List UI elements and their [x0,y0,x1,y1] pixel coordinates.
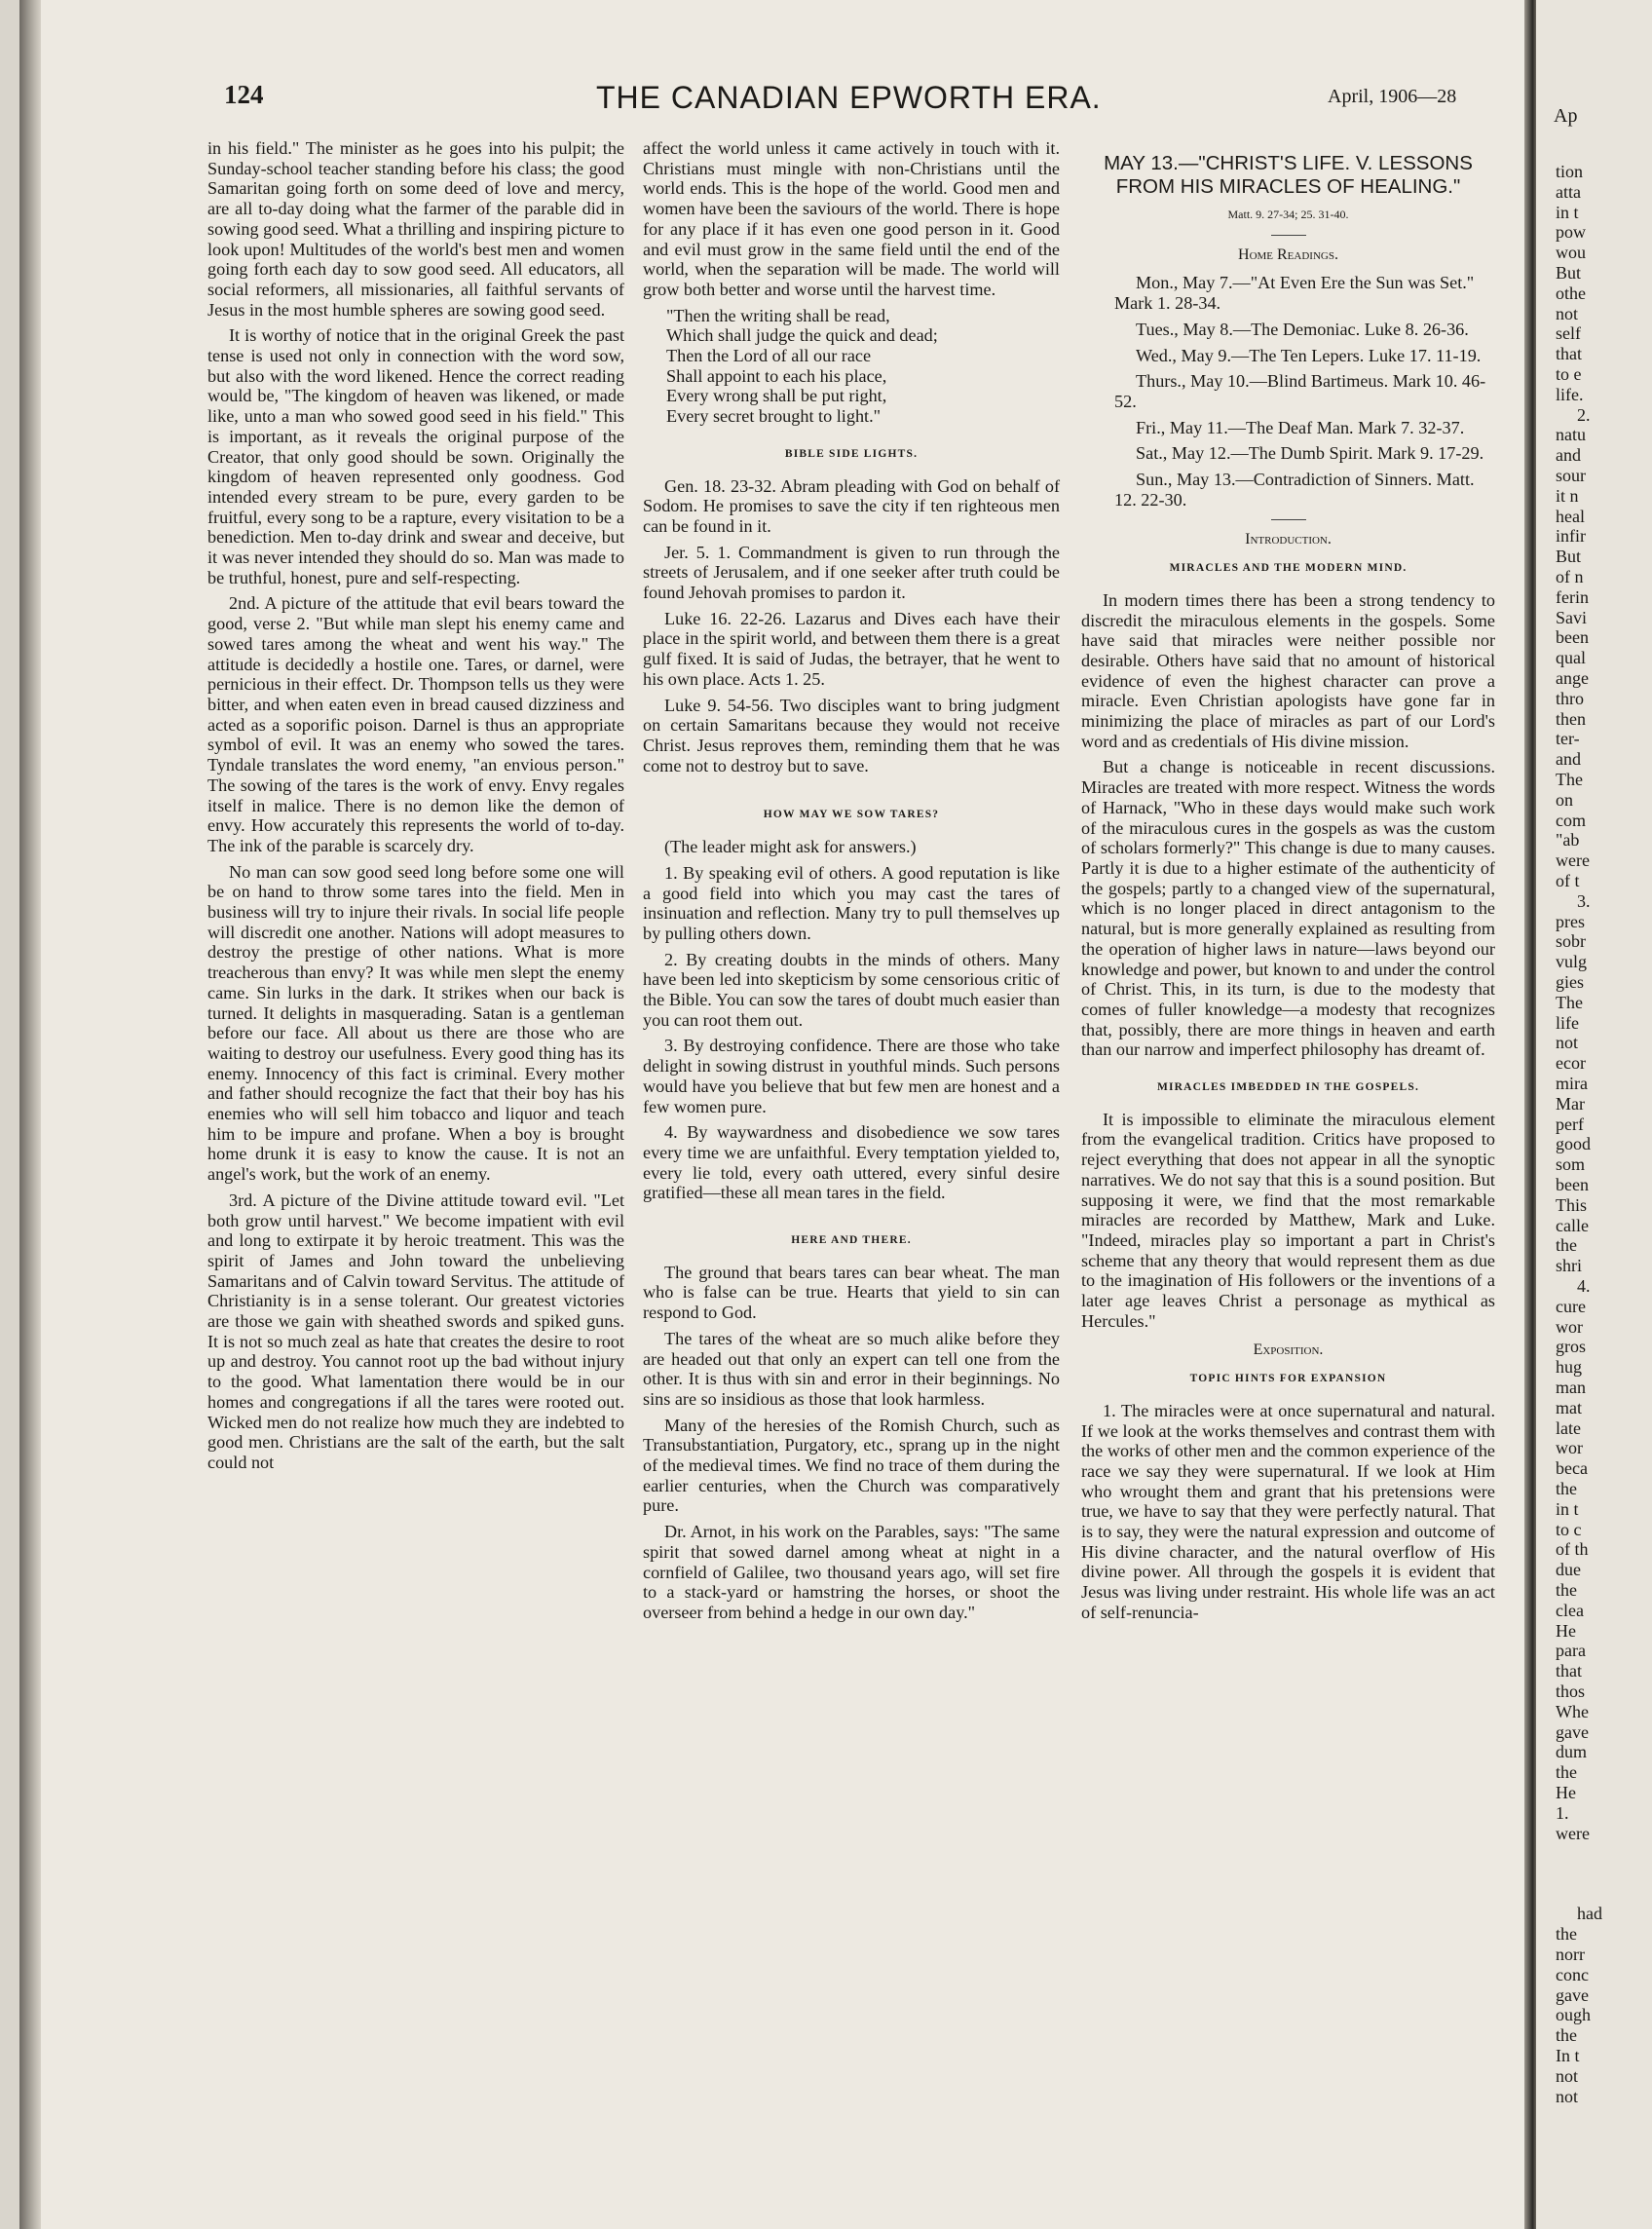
facing-page-line: som [1556,1154,1586,1175]
paragraph: Luke 9. 54-56. Two disciples want to bring judgment on certain Samaritans because they would not receive Christ. Jesus reproves them, reminding them that he was come not to destroy but to save. [643,695,1060,775]
journal-title: THE CANADIAN EPWORTH ERA. [596,80,1102,115]
facing-page-line: gros [1556,1337,1586,1357]
facing-page-line: Mar [1556,1093,1585,1114]
section-heading-sow-tares: HOW MAY WE SOW TARES? [763,809,940,821]
facing-page-line: that [1556,1661,1582,1681]
paragraph: affect the world unless it came actively in touch with it. Christians must mingle with non-Christians until the world ends. This is the hope of the world. Good men and women have been the saviours of the world. There is hope for any place if it has even one good person in it. Good and evil must grow in the same field until the end of the world, when the separation will be made. The world will grow both better and worse until the harvest time. [643,138,1060,299]
facing-page-line: not [1556,2086,1579,2106]
paragraph: Jer. 5. 1. Commandment is given to run through the streets of Jerusalem, and if one seeker after truth could be found Jehovah promises to pardon it. [643,542,1060,603]
facing-page-line: In t [1556,2046,1580,2065]
facing-page-line: and [1556,749,1581,770]
column-2 [643,138,1060,1629]
paragraph: The ground that bears tares can bear wheat. The man who is false can be true. Hearts that yield to sin can respond to God. [643,1262,1060,1323]
issue-date: April, 1906—28 [1328,86,1457,107]
facing-page-line: and [1556,445,1581,466]
facing-page-line: Savi [1556,607,1588,627]
facing-page-line: the [1556,1580,1577,1600]
facing-page-line: cure [1556,1296,1586,1316]
facing-page-line: the [1556,2025,1577,2046]
facing-page-line: on [1556,789,1573,810]
facing-page-line: ter- [1556,729,1580,749]
facing-page-line: gave [1556,1721,1589,1742]
paragraph: 1. By speaking evil of others. A good reputation is like a good field into which you may cast the tares of insinuation and reflection. Many try to pull themselves up by pulling others down. [643,862,1060,943]
facing-page-line: mat [1556,1397,1582,1417]
facing-page-line: late [1556,1417,1581,1438]
paragraph: 1. The miracles were at once supernatural and natural. If we look at the works themselves and contrast them with the works of other men and the common experience of the race we say they were supernatural. If we look at Him who wrought them and grant that his pretensions were true, we have to say that they were perfectly natural. That is to say, they were the natural expression and outcome of His divine character, and the natural overflow of His divine power. All through the gospels it is evident that Jesus was living under restraint. His whole life was an act of self-renuncia- [1081,1400,1495,1622]
section-heading-bible-side-lights: BIBLE SIDE LIGHTS. [784,447,919,460]
scripture-reference: Matt. 9. 27-34; 25. 31-40. [1227,208,1349,221]
readings-list [1081,273,1495,510]
facing-page-line: 4. [1577,1276,1591,1296]
column-1 [207,138,624,1479]
facing-page-line: man [1556,1378,1586,1397]
facing-page-line: dum [1556,1742,1588,1762]
page-binding-edge [19,0,41,2229]
facing-page-line: This [1556,1194,1588,1215]
reading-item: Tues., May 8.—The Demoniac. Luke 8. 26-36. [1136,319,1469,339]
facing-page-line: Ap [1554,105,1578,127]
paragraph: in his field." The minister as he goes into his pulpit; the Sunday-school teacher standing before his class; the good Samaritan going forth on some deed of love and mercy, are all to-day doing what the farmer of the parable did in sowing good seed. What a thrilling and inspiring picture to look upon! Multitudes of the world's best men and women going forth each day to sow good seed. All educators, all social reformers, all missionaries, all faithful servants of Jesus in the most humble spheres are sowing good seed. [207,138,625,320]
heading-exposition: Exposition. [1253,1341,1324,1359]
facing-page-line: vulg [1556,952,1588,972]
paragraph: Dr. Arnot, in his work on the Parables, says: "The same spirit that sowed darnel among wheat at night in a cornfield of Galilee, two thousand years ago, will set fire to a stack-yard or hamstring the horses, or shoot the overseer from behind a hedge in our own day." [643,1522,1060,1622]
facing-page-line: sobr [1556,931,1586,952]
facing-page-line: com [1556,810,1586,830]
facing-page-line: But [1556,263,1582,283]
facing-page-line: wou [1556,243,1586,263]
facing-page-line: gave [1556,1984,1589,2005]
facing-page-line: qual [1556,648,1586,668]
paragraph: 3. By destroying confidence. There are those who take delight in sowing distrust in youthful minds. Such persons would have you believe that but few men are honest and a few women pure. [643,1036,1060,1116]
column-3 [1081,152,1495,1629]
reading-item: Mon., May 7.—"At Even Ere the Sun was Set." Mark 1. 28-34. [1114,273,1475,314]
facing-page-line: 2. [1577,404,1591,425]
facing-page-line: ough [1556,2005,1591,2025]
facing-page-line: para [1556,1641,1586,1661]
facing-page-line: pow [1556,222,1586,243]
facing-page-line: to c [1556,1519,1582,1539]
facing-page-line: due [1556,1560,1581,1580]
facing-page-line: infir [1556,526,1586,547]
facing-page-line: not [1556,2065,1579,2086]
facing-page-line: of th [1556,1539,1589,1560]
facing-page-line: atta [1556,181,1581,202]
facing-page-line: thro [1556,688,1584,708]
facing-page-line: good [1556,1134,1591,1154]
facing-page-line: gies [1556,972,1584,992]
facing-page-edge [1536,0,1652,2229]
facing-page-line: not [1556,1033,1579,1053]
facing-page-line: The [1556,770,1583,789]
reading-item: Sun., May 13.—Contradiction of Sinners. Matt. 12. 22-30. [1114,470,1475,510]
facing-page-line: calle [1556,1215,1589,1235]
heading-introduction: Introduction. [1245,531,1332,548]
facing-page-line: mira [1556,1074,1588,1093]
subheading-miracles-imbedded: MIRACLES IMBEDDED IN THE GOSPELS. [1156,1081,1420,1094]
facing-page-line: the [1556,1235,1577,1256]
reading-item: Sat., May 12.—The Dumb Spirit. Mark 9. 17-29. [1136,443,1484,464]
facing-page-line: ferin [1556,586,1589,607]
heading-home-readings: Home Readings. [1238,246,1338,263]
facing-page-line: tion [1556,162,1584,181]
facing-page-line: that [1556,344,1582,364]
facing-page-line: were [1556,850,1590,871]
facing-page-line: the [1556,1479,1577,1498]
facing-page-line: "ab [1556,830,1580,850]
paragraph: It is worthy of notice that in the original Greek the past tense is used not only in connection with the word sow, but also with the word likened. Hence the correct reading would be, "The kingdom of heaven was likened, or made like, unto a man who sowed good seed in his field." This is important, as it reveals the original purpose of the Creator, that only good should be sown. Originally the kingdom of heaven represented only goodness. God intended every stream to be pure, every garden to be fruitful, every song to be a rapture, every visitation to be a benediction. Men to-day drink and swear and deceive, but it was never intended they should do so. Man was made to be truthful, honest, pure and self-respecting. [207,325,624,587]
facing-page-line: wor [1556,1438,1583,1458]
facing-page-line: The [1556,992,1583,1012]
facing-page-line: heal [1556,506,1585,526]
paragraph: No man can sow good seed long before some one will be on hand to throw some tares into the field. Men in business will try to injure their rivals. In social life people will discredit one another. Nations will adopt measures to destroy the prestige of other nations. What is more treacherous than envy? It was while men slept the enemy came. Sin lurks in the dark. It strikes when our back is turned. It delights in masquerading. Satan is a gentleman before our face. All about us there are those who are waiting to destroy our usefulness. Every good thing has its enemy. Innocency of this fact is criminal. Every mother and father should recognize the fact that their boy has his enemies who will sell him tobacco and liquor and teach him to be impure and profane. When a boy is brought home drunk it is easy to know the cause. It is not an angel's work, but the work of an enemy. [207,861,624,1185]
facing-page-line: othe [1556,283,1586,303]
facing-page-line: He [1556,1783,1576,1802]
facing-page-line: 1. [1556,1802,1569,1823]
divider [1271,235,1306,236]
paragraph: In modern times there has been a strong tendency to discredit the miraculous elements in the gospels. Some have said that miracles were neither possible nor desirable. Others have said that no amount of historical evidence of even the highest character can prove a miracle. Even Christian apologists have gone far in minimizing the place of miracles as part of our Lord's word and as credentials of His divine mission. [1081,589,1495,751]
book-gutter [1524,0,1536,2229]
facing-page-line: been [1556,627,1589,648]
poem-quote: "Then the writing shall be read, Which shall judge the quick and dead; Then the Lord of all our race Shall appoint to each his place, Every wrong shall be put right, Every secret brought to light." [666,305,938,427]
leader-note: (The leader might ask for answers.) [664,837,917,857]
reading-item: Fri., May 11.—The Deaf Man. Mark 7. 32-37. [1136,417,1465,437]
paragraph: Gen. 18. 23-32. Abram pleading with God on behalf of Sodom. He promises to save the city if ten righteous men can be found in it. [643,475,1060,536]
paragraph: It is impossible to eliminate the miraculous element from the evangelical tradition. Critics have proposed to reject everything that does not appear in all the synoptic narratives. We do not say that this is a sound position. But supposing it were, we find that the most remarkable miracles are recorded by Matthew, Mark and Luke. "Indeed, miracles play so important a part in Christ's scheme that any theory that would represent them as due to the imagination of His followers or the inventions of a later age leaves Christ a personage as mythical as Hercules." [1081,1109,1495,1331]
facing-page-line: it n [1556,485,1579,506]
facing-page-line: pres [1556,911,1585,931]
paragraph: 2nd. A picture of the attitude that evil bears toward the good, verse 2. "But while man slept his enemy came and sowed tares among the wheat and went his way." The attitude is decidedly a hostile one. Tares, or darnel, were pernicious in their effect. Dr. Thompson tells us they were bitter, and when eaten even in bread caused dizziness and acted as a soporific poison. Darnel is thus an appropriate symbol of evil. It was an enemy who sowed the tares. Tyndale translates the word enemy, "an envious person." The sowing of the tares is the work of envy. Envy regales itself in malice. There is no demon like the demon of envy. How accurately this represents the world of to-day. The ink of the parable is scarcely dry. [207,593,624,855]
facing-page-line: life [1556,1012,1579,1033]
facing-page-line: conc [1556,1964,1589,1984]
lesson-title: MAY 13.—"CHRIST'S LIFE. V. LESSONS FROM HIS MIRACLES OF HEALING." [1104,152,1473,198]
page-number: 124 [224,80,264,109]
facing-page-line: natu [1556,425,1586,445]
facing-page-line: But [1556,547,1582,567]
facing-page-line: 3. [1577,890,1591,911]
facing-page-line: ange [1556,668,1589,688]
paragraph: 2. By creating doubts in the minds of others. Many have been led into skepticism by some censorious critic of the Bible. You can sow the tares of doubt much easier than you can root them out. [643,949,1060,1030]
facing-page-line: of t [1556,871,1580,890]
paragraph: 4. By waywardness and disobedience we sow tares every time we are unfaithful. Every temptation yielded to, every lie told, every oath uttered, every sinful desire gratified—these all mean tares in the field. [643,1122,1060,1203]
facing-page-line: in t [1556,1498,1579,1519]
facing-page-line: shri [1556,1256,1582,1276]
facing-page-line: thos [1556,1681,1586,1701]
facing-page-line: sour [1556,466,1586,485]
facing-page-line: then [1556,708,1586,729]
facing-page-line: had [1577,1904,1602,1924]
subheading-miracles-modern-mind: MIRACLES AND THE MODERN MIND. [1169,562,1408,575]
facing-page-line: norr [1556,1945,1585,1964]
magazine-page [19,0,1524,2229]
facing-page-line: hug [1556,1357,1582,1378]
facing-page-line: perf [1556,1114,1584,1134]
paragraph: Luke 16. 22-26. Lazarus and Dives each have their place in the spirit world, and between them there is a great gulf fixed. It is said of Judas, the betrayer, that he went to his own place. Acts 1. 25. [643,608,1060,689]
facing-page-line: of n [1556,567,1584,586]
facing-page-line: Whe [1556,1701,1589,1721]
facing-page-line: the [1556,1762,1577,1783]
facing-page-line: He [1556,1620,1576,1641]
facing-page-line: wor [1556,1316,1583,1337]
facing-page-line: been [1556,1175,1589,1194]
facing-page-line: clea [1556,1600,1584,1620]
facing-page-line: to e [1556,364,1582,384]
section-heading-here-and-there: HERE AND THERE. [791,1234,912,1247]
paragraph: 3rd. A picture of the Divine attitude toward evil. "Let both grow until harvest." We become impatient with evil and long to extirpate it by heroic treatment. This was the spirit of James and John toward the unbelieving Samaritans and of Calvin toward Servitus. The attitude of Christianity is in a sense tolerant. Our greatest victories are those we gain with sheathed swords and spiked guns. It is not so much zeal as hate that creates the desire to root up and destroy. You cannot root up the bad without injury to the good. What lamentation there would be in our homes and congregations if all the tares were rooted out. Wicked men do not realize how much they are indebted to good men. Christians are the salt of the earth, but the salt could not [207,1190,624,1472]
facing-page-line: in t [1556,202,1579,222]
facing-page-line: ecor [1556,1053,1586,1074]
facing-page-line: beca [1556,1458,1588,1479]
reading-item: Wed., May 9.—The Ten Lepers. Luke 17. 11-19. [1136,345,1482,365]
facing-page-line: the [1556,1924,1577,1945]
paragraph: But a change is noticeable in recent discussions. Miracles are treated with more respect. Witness the words of Harnack, "Who in these days would make such work of the miraculous cures in the gospels as was the custom of scholars formerly?" This change is due to many causes. Partly it is due to a higher estimate of the authenticity of the gospels; partly to a changed view of the supernatural, which is no longer placed in direct antagonism to the natural, but is more generally explained as resulting from the operation of higher laws in nature—laws beyond our knowledge and power, but known to and under the control of Christ. This, in its turn, is due to the modesty that comes of fuller knowledge—a modesty that recognizes that, possibly, there are more things in heaven and earth than our narrow and imperfect philosophy has dreamt of. [1081,757,1495,1060]
facing-page-line: life. [1556,384,1584,404]
paragraph: Many of the heresies of the Romish Church, such as Transubstantiation, Purgatory, etc., sprang up in the night of the medieval times. We find no trace of them during the earlier centuries, when the Church was comparatively pure. [643,1415,1060,1516]
subheading-topic-hints: TOPIC HINTS FOR EXPANSION [1189,1373,1387,1385]
paragraph: The tares of the wheat are so much alike before they are headed out that only an expert can tell one from the other. It is thus with sin and error in their beginnings. No sins are so insidious as those that look harmless. [643,1328,1060,1409]
divider [1271,519,1306,520]
facing-page-line: self [1556,323,1581,344]
reading-item: Thurs., May 10.—Blind Bartimeus. Mark 10. 46-52. [1114,371,1486,411]
facing-page-line: were [1556,1823,1590,1843]
facing-page-line: not [1556,303,1579,323]
